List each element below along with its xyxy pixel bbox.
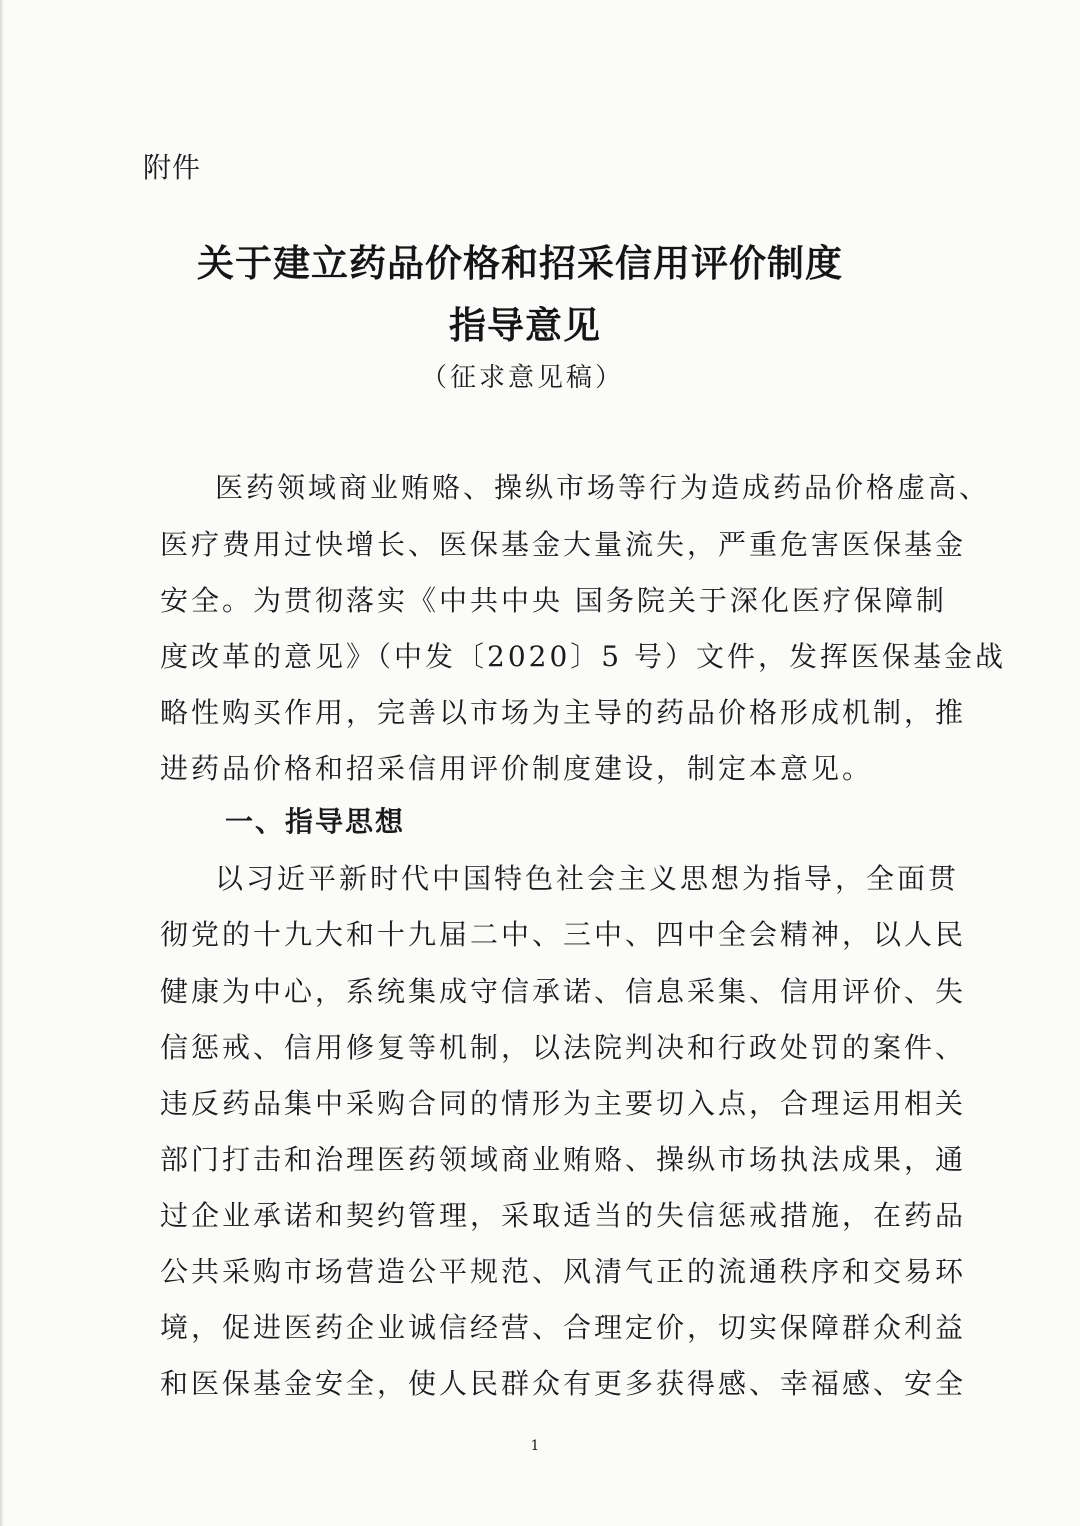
intro-line: 略性购买作用，完善以市场为主导的药品价格形成机制，推: [160, 696, 967, 729]
section-line: 违反药品集中采购合同的情形为主要切入点，合理运用相关: [160, 1087, 967, 1120]
intro-line: 医药领域商业贿赂、操纵市场等行为造成药品价格虚高、: [215, 471, 991, 504]
section-heading: 一、指导思想: [225, 805, 406, 838]
section-line: 以习近平新时代中国特色社会主义思想为指导，全面贯: [215, 862, 960, 895]
section-line: 彻党的十九大和十九届二中、三中、四中全会精神，以人民: [160, 918, 967, 951]
document-title-line-1: 关于建立药品价格和招采信用评价制度: [197, 242, 843, 285]
section-line: 部门打击和治理医药领域商业贿赂、操纵市场执法成果，通: [160, 1143, 967, 1176]
page-number: 1: [530, 1438, 540, 1454]
document-title-line-2: 指导意见: [449, 304, 601, 347]
attachment-label: 附件: [143, 151, 202, 184]
section-line: 公共采购市场营造公平规范、风清气正的流通秩序和交易环: [160, 1255, 967, 1288]
intro-line: 进药品价格和招采信用评价制度建设，制定本意见。: [160, 752, 874, 785]
section-line: 信惩戒、信用修复等机制，以法院判决和行政处罚的案件、: [160, 1031, 967, 1064]
section-line: 过企业承诺和契约管理，采取适当的失信惩戒措施，在药品: [160, 1199, 967, 1232]
draft-note: （征求意见稿）: [420, 363, 624, 393]
intro-line: 安全。为贯彻落实《中共中央 国务院关于深化医疗保障制: [160, 584, 947, 617]
scan-edge-shadow: [0, 0, 4, 1526]
intro-line: 医疗费用过快增长、医保基金大量流失，严重危害医保基金: [160, 528, 967, 561]
section-line: 境，促进医药企业诚信经营、合理定价，切实保障群众利益: [160, 1311, 967, 1344]
intro-line: 度改革的意见》（中发〔2020〕5 号）文件，发挥医保基金战: [160, 640, 1006, 673]
section-line: 健康为中心，系统集成守信承诺、信息采集、信用评价、失: [160, 975, 967, 1008]
section-line: 和医保基金安全，使人民群众有更多获得感、幸福感、安全: [160, 1367, 967, 1400]
